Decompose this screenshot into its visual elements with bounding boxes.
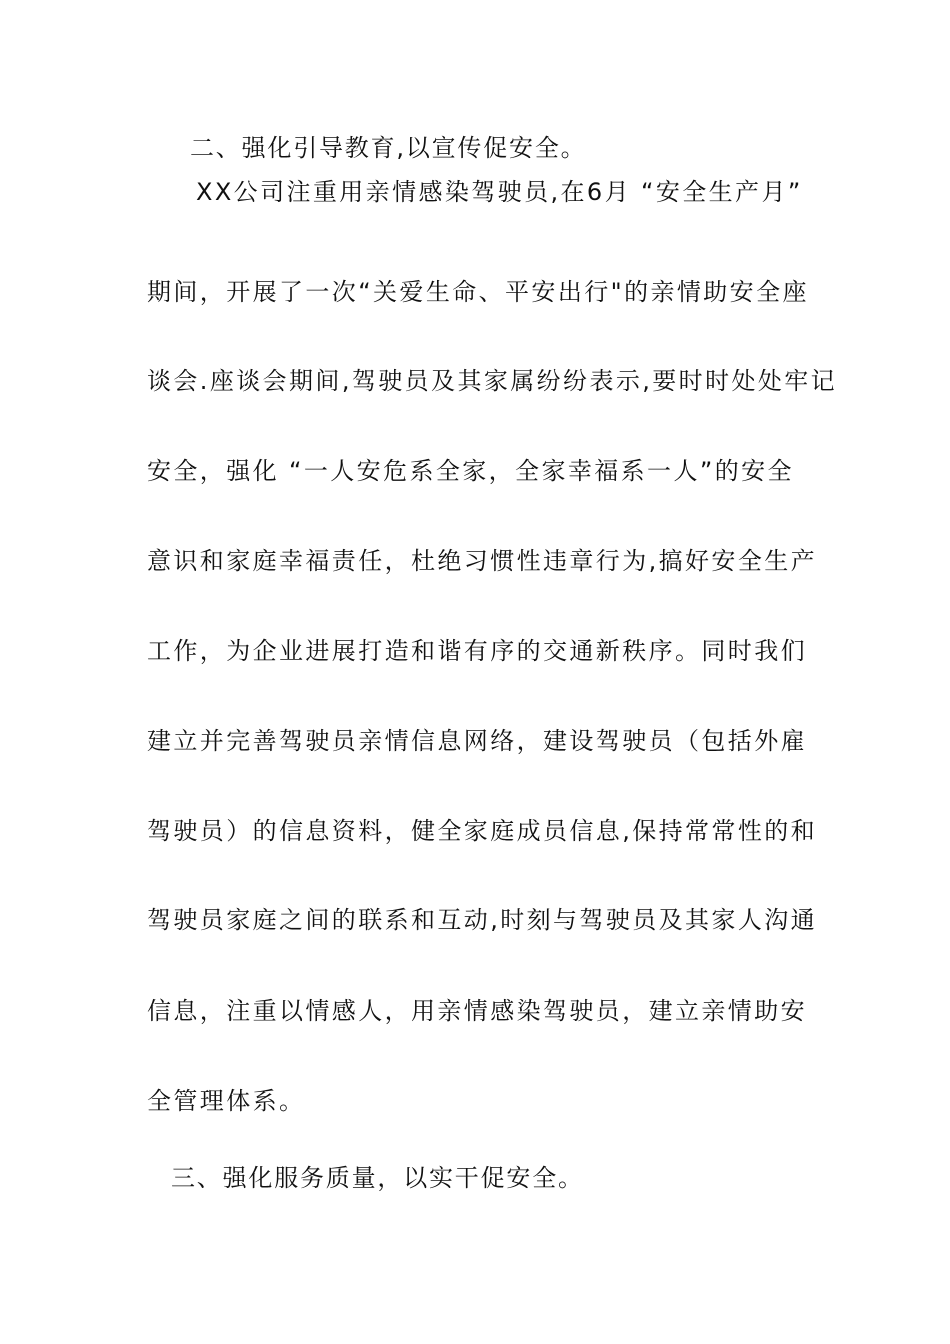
paragraph-line: 建立并完善驾驶员亲情信息网络，建设驾驶员（包括外雇 [147, 727, 807, 755]
paragraph-line: 期间，开展了一次“关爱生命、平安出行"的亲情助安全座 [147, 278, 809, 306]
paragraph-line: 工作，为企业进展打造和谐有序的交通新秩序。同时我们 [147, 637, 807, 665]
paragraph-line: 全管理体系。 [147, 1087, 306, 1115]
paragraph-line: XX公司注重用亲情感染驾驶员,在6月 “安全生产月” [196, 178, 803, 206]
paragraph-line: 信息，注重以情感人，用亲情感染驾驶员，建立亲情助安 [147, 997, 807, 1025]
paragraph-line: 驾驶员）的信息资料，健全家庭成员信息,保持常常性的和 [147, 817, 818, 845]
paragraph-line: 驾驶员家庭之间的联系和互动,时刻与驾驶员及其家人沟通 [147, 906, 818, 934]
paragraph-line: 意识和家庭幸福责任，杜绝习惯性违章行为,搞好安全生产 [147, 547, 818, 575]
section-heading-3: 三、强化服务质量，以实干促安全。 [171, 1164, 584, 1192]
section-heading-2: 二、强化引导教育,以宣传促安全。 [190, 134, 587, 162]
paragraph-line: 谈会.座谈会期间,驾驶员及其家属纷纷表示,要时时处处牢记 [147, 367, 838, 395]
paragraph-line: 安全，强化 “一人安危系全家，全家幸福系一人”的安全 [147, 457, 794, 485]
